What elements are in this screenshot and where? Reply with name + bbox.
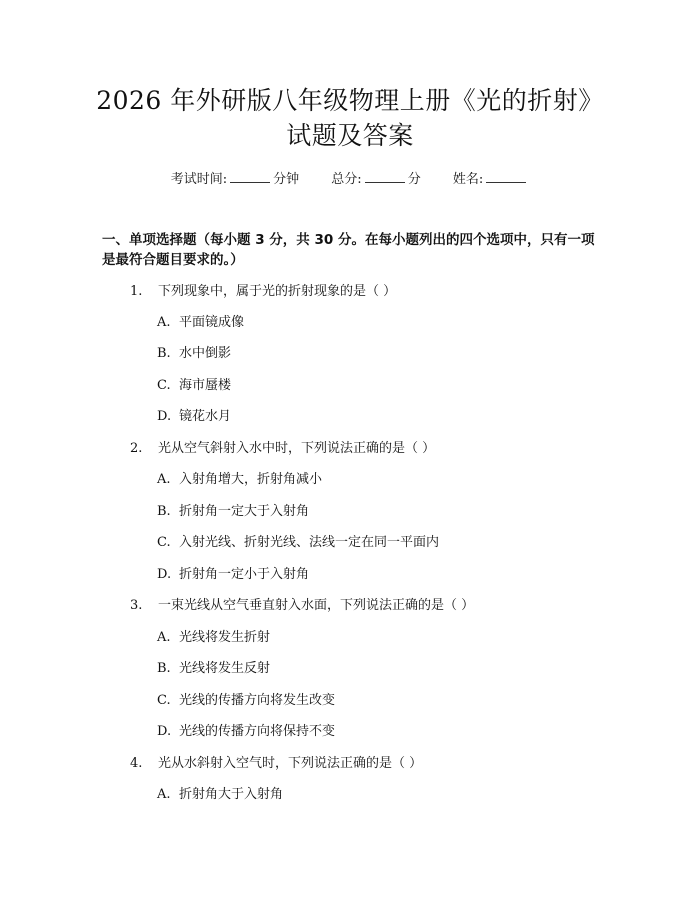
- option-text: 镜花水月: [179, 409, 232, 424]
- student-name-label: 姓名:: [452, 172, 484, 187]
- option-2a: [157, 471, 322, 489]
- option-2b: [157, 503, 309, 521]
- total-score-unit: 分: [407, 172, 421, 187]
- exam-time-blank: [230, 168, 270, 183]
- total-score-field: [331, 172, 425, 187]
- option-letter: C.: [157, 693, 171, 708]
- question-number: 3.: [130, 598, 143, 613]
- student-name-blank: [486, 168, 526, 183]
- option-text: 入射光线、折射光线、法线一定在同一平面内: [179, 535, 440, 550]
- option-letter: A.: [157, 472, 171, 487]
- document-title-line2: 试题及答案: [286, 121, 414, 150]
- exam-time-label: 考试时间:: [170, 172, 228, 187]
- student-name-field: [453, 172, 529, 187]
- exam-time-field: [171, 172, 304, 187]
- option-text: 折射角一定大于入射角: [179, 504, 310, 519]
- question-number: 1.: [130, 284, 143, 299]
- option-4a: [157, 786, 283, 804]
- option-3c: [157, 692, 335, 710]
- option-text: 折射角一定小于入射角: [179, 567, 310, 582]
- option-letter: D.: [157, 409, 172, 424]
- exam-time-unit: 分钟: [273, 172, 300, 187]
- option-text: 入射角增大，折射角减小: [179, 472, 323, 487]
- section-heading-line2: 是最符合题目要求的。）: [102, 252, 244, 268]
- option-letter: C.: [157, 535, 171, 550]
- question-text: 一束光线从空气垂直射入水面，下列说法正确的是（ ）: [158, 598, 475, 613]
- option-3b: [157, 660, 270, 678]
- option-text: 平面镜成像: [179, 315, 245, 330]
- option-text: 光线的传播方向将发生改变: [179, 693, 336, 708]
- option-text: 海市蜃楼: [179, 378, 232, 393]
- option-text: 光线的传播方向将保持不变: [179, 724, 336, 739]
- option-letter: C.: [157, 378, 171, 393]
- question-text: 光从空气斜射入水中时，下列说法正确的是（ ）: [158, 441, 436, 456]
- option-1c: [157, 377, 231, 395]
- question-number: 4.: [130, 756, 143, 771]
- option-3a: [157, 629, 270, 647]
- question-text: 下列现象中，属于光的折射现象的是（ ）: [158, 284, 397, 299]
- option-letter: B.: [157, 504, 171, 519]
- option-letter: A.: [157, 315, 171, 330]
- question-1: [130, 283, 396, 301]
- total-score-blank: [365, 168, 405, 183]
- option-1a: [157, 314, 244, 332]
- option-letter: A.: [157, 630, 171, 645]
- question-2: [130, 440, 435, 458]
- question-number: 2.: [130, 441, 143, 456]
- question-3: [130, 597, 474, 615]
- option-letter: B.: [157, 661, 171, 676]
- option-2d: [157, 566, 309, 584]
- exam-info: [0, 168, 700, 190]
- option-text: 折射角大于入射角: [179, 787, 284, 802]
- question-4: [130, 755, 422, 773]
- option-letter: D.: [157, 567, 172, 582]
- option-1d: [157, 408, 231, 426]
- option-text: 光线将发生折射: [179, 630, 271, 645]
- option-letter: B.: [157, 346, 171, 361]
- section-heading-line1: 一、单项选择题（每小题 3 分，共 30 分。在每小题列出的四个选项中，只有一项: [102, 232, 595, 248]
- option-text: 水中倒影: [179, 346, 232, 361]
- document-title-line1: 2026 年外研版八年级物理上册《光的折射》: [96, 86, 604, 115]
- option-letter: D.: [157, 724, 172, 739]
- option-1b: [157, 345, 231, 363]
- option-2c: [157, 534, 439, 552]
- option-letter: A.: [157, 787, 171, 802]
- option-3d: [157, 723, 335, 741]
- section-heading: [102, 230, 602, 270]
- option-text: 光线将发生反射: [179, 661, 271, 676]
- question-text: 光从水斜射入空气时，下列说法正确的是（ ）: [158, 756, 423, 771]
- total-score-label: 总分:: [331, 172, 362, 187]
